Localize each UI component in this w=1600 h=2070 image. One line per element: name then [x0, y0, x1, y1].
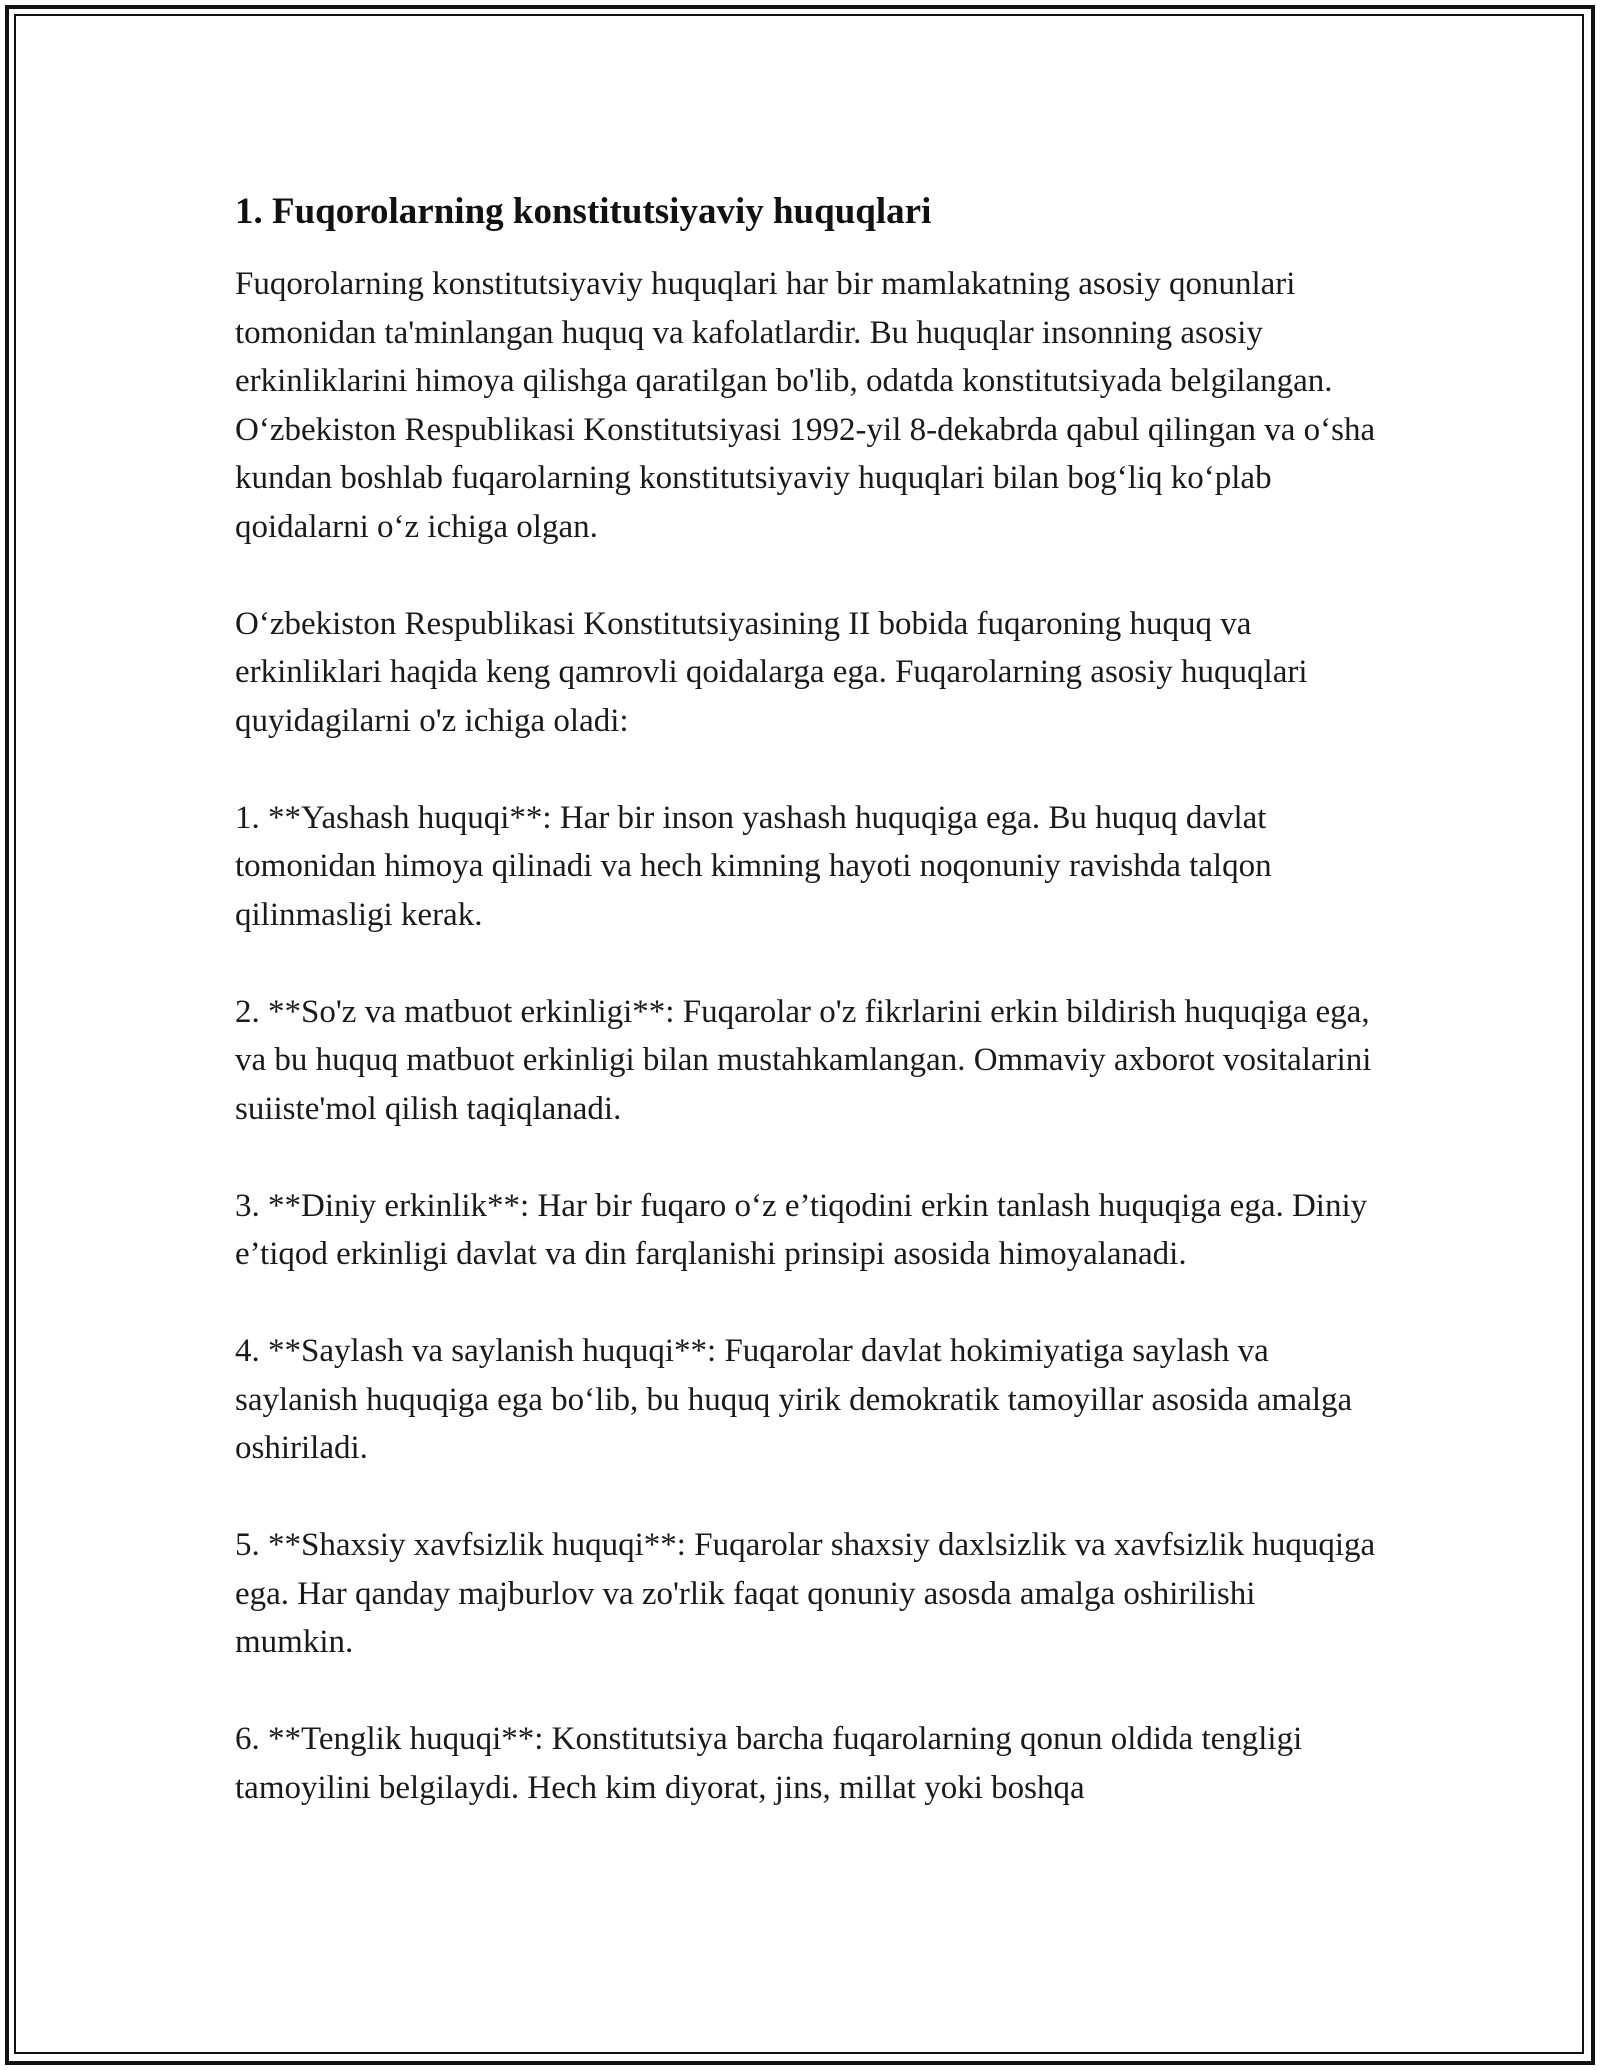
list-item-right-to-vote: 4. **Saylash va saylanish huquqi**: Fuqarolar davlat hokimiyatiga saylash va saylanish huquqiga ega bo‘lib, bu huquq yirik demokratik tamoyillar asosida amalga oshiriladi.: [235, 1333, 1353, 1466]
document-body: [235, 188, 1380, 1812]
intro-paragraph: Fuqorolarning konstitutsiyaviy huquqlari har bir mamlakatning asosiy qonunlari tomonidan ta'minlangan huquq va kafolatlardir. Bu huquqlar insonning asosiy erkinliklarini himoya qilishga qaratilgan bo'lib, odatda konstitutsiyada belgilangan. O‘zbekiston Respublikasi Konstitutsiyasi 1992-yil 8-dekabrda qabul qilingan va o‘sha kundan boshlab fuqarolarning konstitutsiyaviy huquqlari bilan bog‘liq ko‘plab qoidalarni o‘z ichiga olgan.: [235, 266, 1376, 545]
list-item-personal-security: 5. **Shaxsiy xavfsizlik huquqi**: Fuqarolar shaxsiy daxlsizlik va xavfsizlik huquqiga ega. Har qanday majburlov va zo'rlik faqat qonuniy asosda amalga oshirilishi mumkin.: [235, 1527, 1376, 1660]
list-item-equality: 6. **Tenglik huquqi**: Konstitutsiya barcha fuqarolarning qonun oldida tengligi tamoyilini belgilaydi. Hech kim diyorat, jins, millat yoki boshqa: [235, 1721, 1303, 1806]
list-item-right-to-life: 1. **Yashash huquqi**: Har bir inson yashash huquqiga ega. Bu huquq davlat tomonidan himoya qilinadi va hech kimning hayoti noqonuniy ravishda talqon qilinmasligi kerak.: [235, 799, 1272, 933]
section-heading: 1. Fuqorolarning konstitutsiyaviy huquqlari: [235, 191, 932, 232]
list-item-freedom-of-speech: 2. **So'z va matbuot erkinligi**: Fuqarolar o'z fikrlarini erkin bildirish huquqiga ega, va bu huquq matbuot erkinligi bilan mustahkamlangan. Ommaviy axborot vositalarini suiiste'mol qilish taqiqlanadi.: [235, 993, 1372, 1127]
chapter-paragraph: O‘zbekiston Respublikasi Konstitutsiyasining II bobida fuqaroning huquq va erkinliklari haqida keng qamrovli qoidalarga ega. Fuqarolarning asosiy huquqlari quyidagilarni o'z ichiga oladi:: [235, 605, 1308, 739]
list-item-religious-freedom: 3. **Diniy erkinlik**: Har bir fuqaro o‘z e’tiqodini erkin tanlash huquqiga ega. Diniy e’tiqod erkinligi davlat va din farqlanishi prinsipi asosida himoyalanadi.: [235, 1187, 1368, 1272]
